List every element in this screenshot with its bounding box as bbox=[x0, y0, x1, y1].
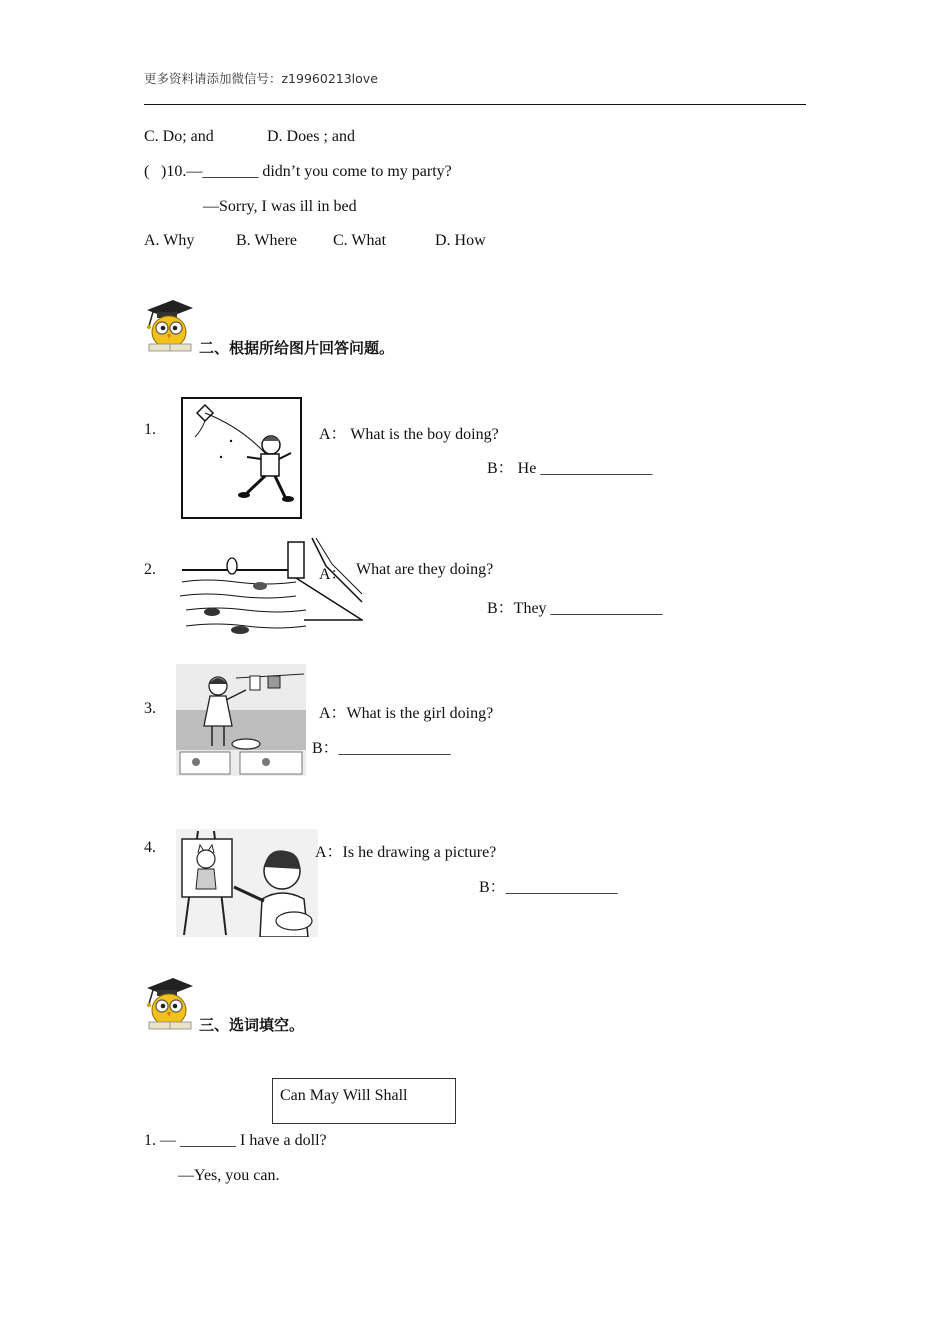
section3-q1-answer: —Yes, you can. bbox=[178, 1167, 280, 1184]
item1-number: 1. bbox=[144, 421, 156, 438]
item2-question-prefix: A： bbox=[319, 566, 347, 583]
section3-q1-question: 1. — _______ I have a doll? bbox=[144, 1132, 327, 1149]
section2-title: 二、根据所给图片回答问题。 bbox=[199, 339, 395, 357]
q10-question: )10.—_______ didn’t you come to my party? bbox=[161, 163, 452, 180]
header-rule bbox=[144, 104, 806, 105]
q10-option-a: A. Why bbox=[144, 232, 195, 249]
item2-question: What are they doing? bbox=[356, 561, 494, 578]
item2-answer: B：They ______________ bbox=[487, 600, 663, 617]
item1-answer: B： He ______________ bbox=[487, 460, 653, 477]
owl-graduate-icon bbox=[143, 974, 195, 1032]
item3-number: 3. bbox=[144, 700, 156, 717]
owl-graduate-icon bbox=[143, 296, 195, 354]
q10-paren: ( bbox=[144, 163, 150, 180]
item3-answer: B：______________ bbox=[312, 740, 451, 757]
item4-answer: B：______________ bbox=[479, 879, 618, 896]
item4-number: 4. bbox=[144, 839, 156, 856]
q10-option-c: C. What bbox=[333, 232, 387, 249]
item2-number: 2. bbox=[144, 561, 156, 578]
q9-option-d: D. Does ; and bbox=[267, 128, 355, 145]
boy-flying-kite-picture bbox=[181, 397, 302, 519]
word-bank-text: Can May Will Shall bbox=[280, 1087, 408, 1104]
q10-option-d: D. How bbox=[435, 232, 486, 249]
q9-option-c: C. Do; and bbox=[144, 128, 214, 145]
girl-washing-clothes-picture bbox=[176, 664, 306, 776]
page-header-note: 更多资料请添加微信号：z19960213love bbox=[144, 71, 378, 86]
people-swimming-picture bbox=[176, 536, 363, 634]
q10-answer: —Sorry, I was ill in bed bbox=[203, 198, 357, 215]
item1-question: A： What is the boy doing? bbox=[319, 426, 499, 443]
item4-question: A：Is he drawing a picture? bbox=[315, 844, 497, 861]
word-bank-box bbox=[272, 1078, 456, 1124]
item3-question: A：What is the girl doing? bbox=[319, 705, 494, 722]
boy-drawing-picture bbox=[176, 829, 318, 937]
q10-option-b: B. Where bbox=[236, 232, 298, 249]
section3-title: 三、选词填空。 bbox=[199, 1016, 305, 1034]
